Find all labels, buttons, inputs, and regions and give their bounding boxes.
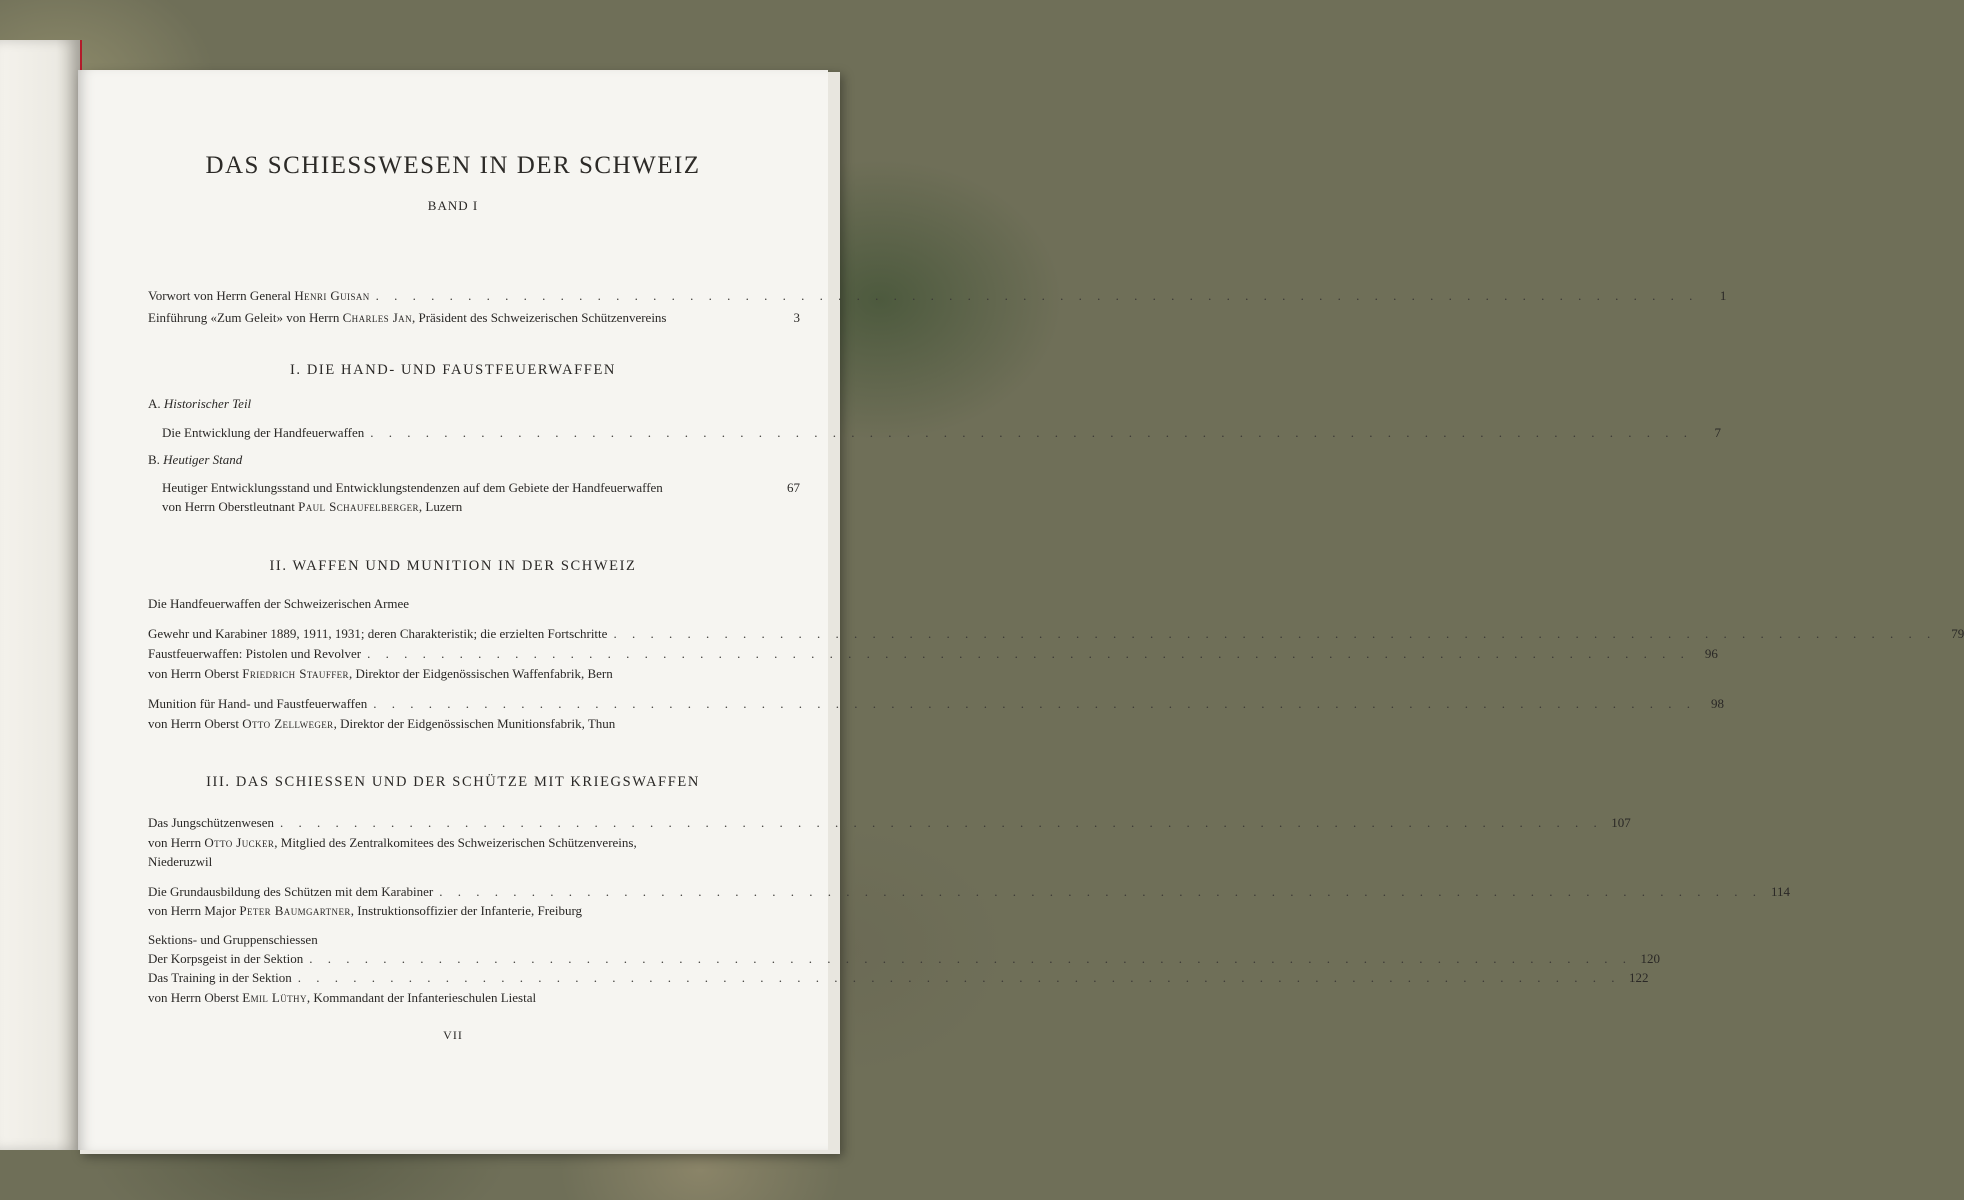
page-number-footer: VII	[443, 1028, 463, 1042]
section-heading-1: I. DIE HAND- UND FAUSTFEUERWAFFEN	[289, 362, 617, 378]
toc-entry-faustfeuerwaffen[interactable]	[148, 646, 1718, 662]
toc-page	[78, 70, 1964, 1150]
section-heading-3: III. DAS SCHIESSEN UND DER SCHÜTZE MIT KRIEGSWAFFEN	[206, 774, 700, 790]
page-number: 120	[1640, 951, 1661, 966]
toc-entry-text: Die Grundausbildung des Schützen mit dem Karabiner	[148, 884, 434, 899]
toc-entry-entwicklung[interactable]	[162, 425, 1722, 441]
author-line: von Herrn Oberst Emil Lüthy, Kommandant der Infanterieschulen Liestal	[148, 990, 537, 1005]
page-number: 79	[1951, 626, 1964, 641]
leader-dots: . . . . . . . . . . . . . . . . . . . . . . . . . . . . . . . . . . . . . . . . . . . . . . . . . . . . . . . . . . . . . . . . . . . . . . . .	[375, 288, 1699, 303]
volume-label: BAND I	[427, 198, 479, 213]
leader-dots: . . . . . . . . . . . . . . . . . . . . . . . . . . . . . . . . . . . . . . . . . . . . . . . . . . . . . . . . . . . . . . . . . . . . . . . .	[280, 815, 1603, 830]
author-line: von Herrn Oberst Friedrich Stauffer, Direktor der Eidgenössischen Waffenfabrik, Bern	[148, 666, 613, 681]
page-number: 1	[1719, 288, 1727, 303]
subsection-a-heading: A. Historischer Teil	[148, 396, 252, 411]
author-line: von Herrn Otto Jucker, Mitglied des Zentralkomitees des Schweizerischen Schützenvereins,	[148, 835, 637, 850]
leader-dots: . . . . . . . . . . . . . . . . . . . . . . . . . . . . . . . . . . . . . . . . . . . . . . . . . . . . . . . . . . . . . . . . . . . . . . . .	[373, 696, 1697, 711]
toc-entry-korpsgeist[interactable]	[148, 951, 1661, 967]
page-number: 98	[1711, 696, 1725, 711]
page-number: 114	[1770, 884, 1790, 899]
page-number: 67	[787, 480, 800, 495]
section-heading-2: II. WAFFEN UND MUNITION IN DER SCHWEIZ	[269, 558, 637, 574]
toc-entry-text: Gewehr und Karabiner 1889, 1911, 1931; deren Charakteristik; die erzielten Fortschritte	[148, 626, 608, 641]
toc-entry-text: Heutiger Entwicklungsstand und Entwicklungstendenzen auf dem Gebiete der Handfeuerwaffen	[162, 480, 663, 495]
page-title: DAS SCHIESSWESEN IN DER SCHWEIZ	[205, 152, 701, 179]
toc-entry-munition[interactable]	[148, 696, 1725, 712]
left-page-edge	[0, 40, 82, 1150]
toc-entry-text: Faustfeuerwaffen: Pistolen und Revolver	[148, 646, 362, 661]
toc-entry-text: Die Entwicklung der Handfeuerwaffen	[162, 425, 365, 440]
author-line: von Herrn Major Peter Baumgartner, Instruktionsoffizier der Infanterie, Freiburg	[148, 903, 583, 918]
page-number: 122	[1628, 970, 1649, 985]
page-number: 7	[1714, 425, 1722, 440]
toc-entry-text: Das Jungschützenwesen	[148, 815, 274, 830]
subsection-heading: Sektions- und Gruppenschiessen	[148, 932, 318, 947]
subsection-b-heading: B. Heutiger Stand	[148, 452, 243, 467]
leader-dots: . . . . . . . . . . . . . . . . . . . . . . . . . . . . . . . . . . . . . . . . . . . . . . . . . . . . . . . . . . . . . . . . . . . . . . . .	[370, 425, 1694, 440]
toc-entry-text: Das Training in der Sektion	[148, 970, 292, 985]
page-number: 3	[793, 310, 800, 325]
toc-entry-heutiger-stand[interactable]	[162, 480, 800, 496]
toc-entry-gewehr[interactable]	[148, 626, 1964, 642]
toc-entry-einfuehrung[interactable]	[148, 310, 800, 326]
toc-entry-text: Munition für Hand- und Faustfeuerwaffen	[148, 696, 368, 711]
leader-dots: . . . . . . . . . . . . . . . . . . . . . . . . . . . . . . . . . . . . . . . . . . . . . . . . . . . . . . . . . . . . . . . . . . . . . . . .	[613, 626, 1937, 641]
toc-entry-vorwort[interactable]	[148, 288, 1727, 304]
toc-entry-text: Vorwort von Herrn General Henri Guisan	[148, 288, 370, 303]
page-number: 107	[1611, 815, 1631, 830]
author-line: von Herrn Oberst Otto Zellweger, Direktor der Eidgenössischen Munitionsfabrik, Thun	[148, 716, 616, 731]
leader-dots: . . . . . . . . . . . . . . . . . . . . . . . . . . . . . . . . . . . . . . . . . . . . . . . . . . . . . . . . . . . . . . . . . . . . . . . .	[297, 970, 1621, 985]
toc-entry-jungschuetzen[interactable]	[148, 815, 1631, 831]
page-number: 96	[1704, 646, 1718, 661]
leader-dots: . . . . . . . . . . . . . . . . . . . . . . . . . . . . . . . . . . . . . . . . . . . . . . . . . . . . . . . . . . . . . . . . . . . . . . . .	[309, 951, 1633, 966]
toc-entry-training[interactable]	[148, 970, 1649, 986]
author-line: von Herrn Oberstleutnant Paul Schaufelberger, Luzern	[162, 499, 463, 514]
subsection-heading: Die Handfeuerwaffen der Schweizerischen Armee	[148, 596, 410, 611]
toc-entry-grundausbildung[interactable]	[148, 884, 1790, 900]
author-line-continued: Niederuzwil	[148, 854, 213, 869]
toc-entry-text: Einführung «Zum Geleit» von Herrn Charles Jan, Präsident des Schweizerischen Schützenvereins	[148, 310, 667, 325]
leader-dots: . . . . . . . . . . . . . . . . . . . . . . . . . . . . . . . . . . . . . . . . . . . . . . . . . . . . . . . . . . . . . . . . . . . . . . . .	[367, 646, 1690, 661]
toc-entry-text: Der Korpsgeist in der Sektion	[148, 951, 304, 966]
leader-dots: . . . . . . . . . . . . . . . . . . . . . . . . . . . . . . . . . . . . . . . . . . . . . . . . . . . . . . . . . . . . . . . . . . . . . . . .	[439, 884, 1762, 899]
